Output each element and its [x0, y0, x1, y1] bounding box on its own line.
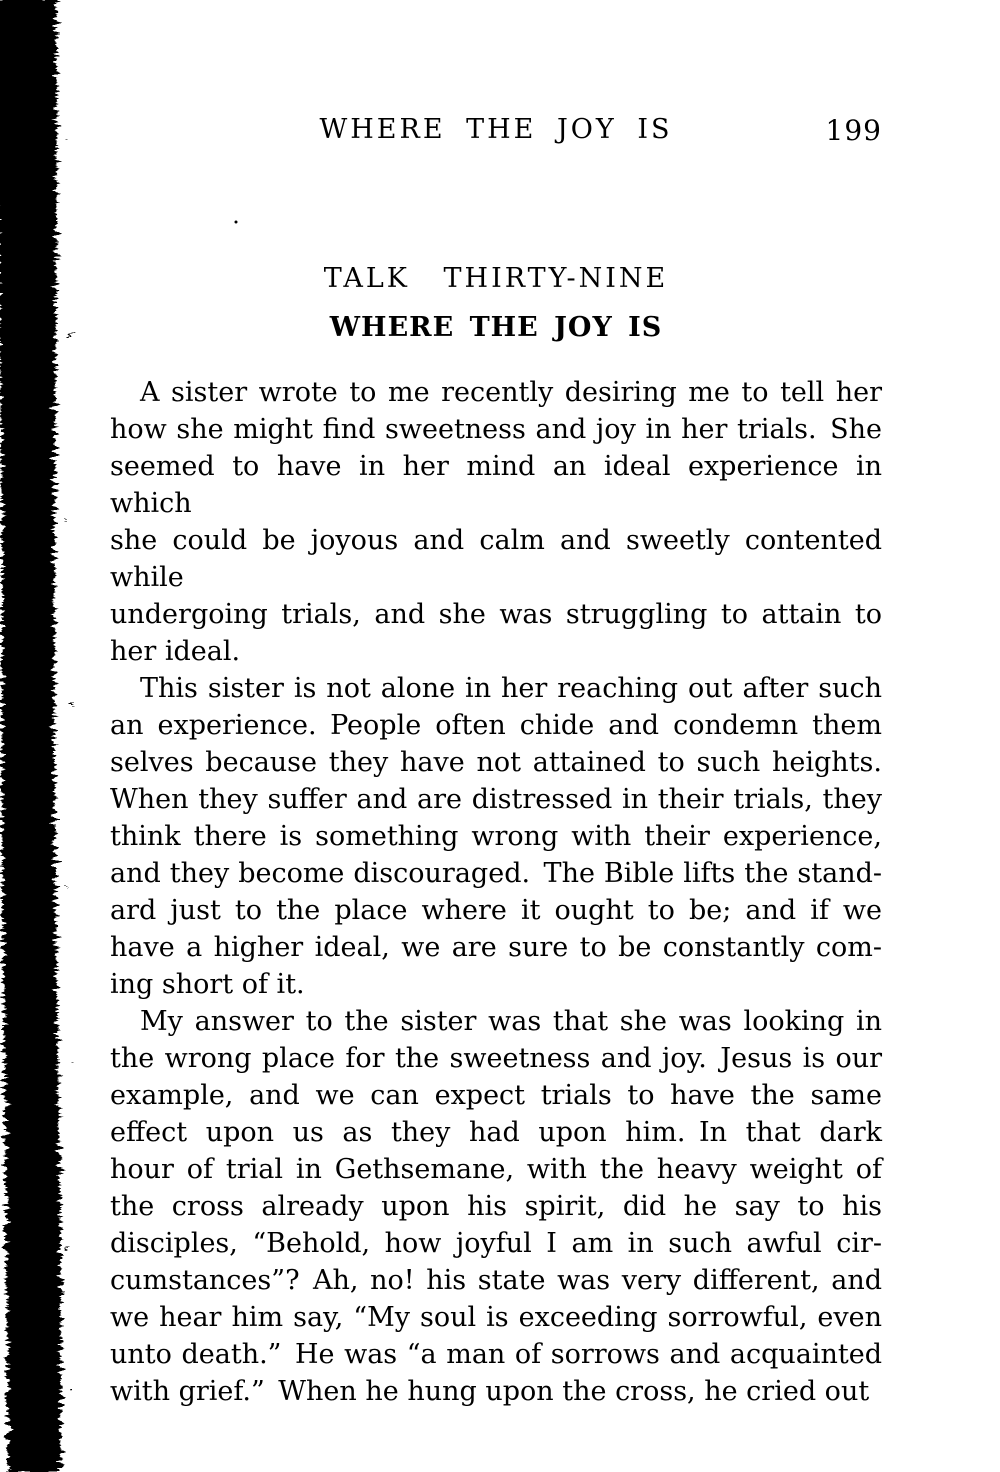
- text-line: her ideal.: [110, 636, 241, 667]
- text-line: My answer to the sister was that she was looking in: [140, 1006, 882, 1037]
- running-head-row: [110, 114, 882, 148]
- page-number: 199: [825, 114, 882, 147]
- text-line: the cross already upon his spirit, did he say to his: [110, 1191, 882, 1222]
- gutter-speck: [71, 1390, 73, 1392]
- text-line: example, and we can expect trials to have the same: [110, 1080, 882, 1111]
- text-line: ing short of it.: [110, 969, 305, 1000]
- text-line: think there is something wrong with their experience,: [110, 821, 882, 852]
- gutter-band: [0, 0, 61, 1472]
- gutter-speck: [64, 520, 66, 522]
- text-line: undergoing trials, and she was struggling to attain to: [110, 599, 882, 630]
- scan-speckle-dot: [235, 221, 238, 224]
- text-line: cumstances”? Ah, no! his state was very different, and: [110, 1265, 882, 1296]
- text-line: disciples, “Behold, how joyful I am in such awful cir-: [110, 1228, 882, 1259]
- text-line: effect upon us as they had upon him. In that dark: [110, 1117, 882, 1148]
- gutter-speck: [69, 705, 72, 707]
- body-text: [110, 374, 882, 1410]
- text-line: hour of trial in Gethsemane, with the heavy weight of: [110, 1154, 882, 1185]
- text-line: with grief.” When he hung upon the cross, he cried out: [110, 1376, 870, 1407]
- text-line: how she might find sweetness and joy in her trials. She: [110, 414, 882, 445]
- text-line: unto death.” He was “a man of sorrows and acquainted: [110, 1339, 882, 1370]
- gutter-speck: [69, 1060, 71, 1062]
- gutter-speck: [70, 330, 72, 333]
- chapter-title-heading: WHERE THE JOY IS: [329, 312, 663, 343]
- text-line: ard just to the place where it ought to be; and if we: [110, 895, 882, 926]
- text-line: A sister wrote to me recently desiring me to tell her: [140, 377, 882, 408]
- text-line: When they suffer and are distressed in their trials, they: [110, 784, 882, 815]
- text-line: she could be joyous and calm and sweetly contented while: [110, 525, 882, 593]
- gutter-speck: [63, 885, 65, 887]
- text-line: have a higher ideal, we are sure to be constantly com-: [110, 932, 882, 963]
- text-line: This sister is not alone in her reaching out after such: [140, 673, 882, 704]
- text-line: the wrong place for the sweetness and joy. Jesus is our: [110, 1043, 882, 1074]
- gutter-speck: [65, 1245, 68, 1247]
- running-head-title: WHERE THE JOY IS: [319, 114, 673, 145]
- text-line: selves because they have not attained to such heights.: [110, 747, 882, 778]
- talk-number-heading: TALK THIRTY-NINE: [323, 263, 669, 294]
- gutter-speck: [66, 140, 68, 142]
- text-line: and they become discouraged. The Bible lifts the stand-: [110, 858, 882, 889]
- text-line: we hear him say, “My soul is exceeding sorrowful, even: [110, 1302, 882, 1333]
- text-line: an experience. People often chide and condemn them: [110, 710, 882, 741]
- text-line: seemed to have in her mind an ideal experience in which: [110, 451, 882, 519]
